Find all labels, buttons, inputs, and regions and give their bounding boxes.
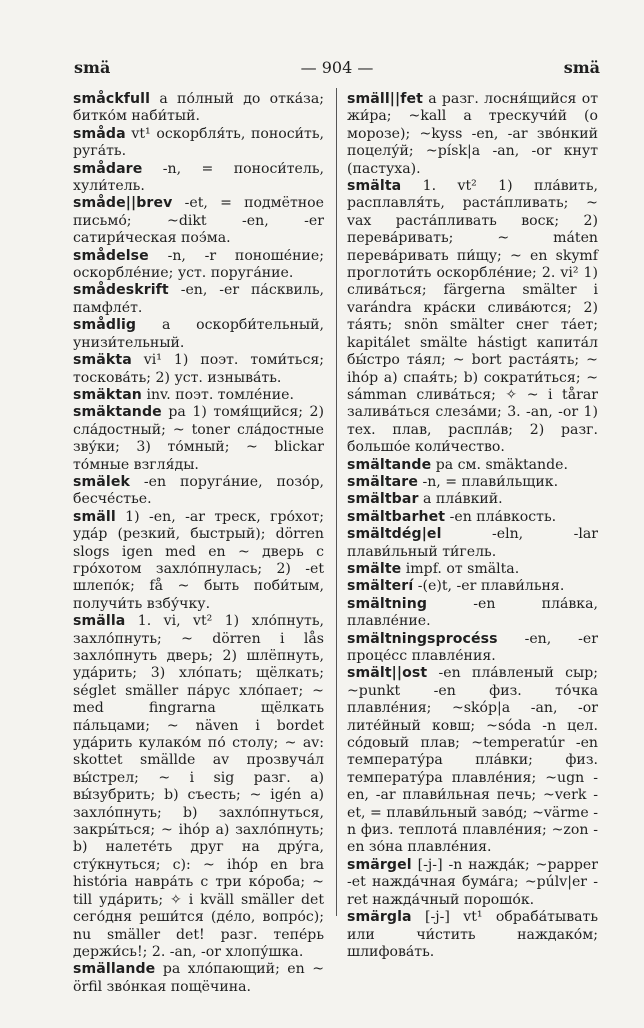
entry-body: -en пла́вкость. bbox=[449, 508, 557, 525]
entry-body: -n, = поноси́тель, хули́тель. bbox=[73, 160, 324, 195]
dictionary-entry bbox=[347, 526, 598, 561]
entry-body: -(e)t, -er плави́льня. bbox=[417, 578, 565, 595]
dictionary-entry bbox=[347, 596, 598, 631]
dictionary-entry bbox=[347, 909, 598, 961]
headword: smäkta bbox=[73, 352, 132, 369]
dictionary-entry bbox=[73, 404, 324, 474]
entry-body: a по́лный до отка́за; битко́м наби́тый. bbox=[73, 91, 324, 125]
dictionary-entry bbox=[73, 474, 324, 509]
entry-body: pa см. smäktande. bbox=[435, 456, 568, 473]
entry-body: 1) -en, -ar треск, гро́хот; уда́р (резкий, быстрый); dörren slogs igen med en ~ дверь с гро́хотом захло́пнулась; 2) -et шлепо́к; få ~ быть поби́тым, получи́ть взбу́чку. bbox=[73, 508, 324, 612]
headword: småde||brev bbox=[73, 195, 173, 212]
entry-body: -n, = плави́льщик. bbox=[422, 473, 559, 490]
entry-body: -en, -er па́сквиль, памфле́т. bbox=[73, 282, 324, 316]
headword: småckfull bbox=[73, 91, 151, 107]
entry-body: a оскорби́тельный, унизи́тельный. bbox=[73, 317, 324, 351]
dictionary-entry bbox=[73, 91, 324, 126]
headword: smältbar bbox=[347, 491, 419, 508]
page-number: — 904 — bbox=[300, 58, 374, 77]
headword: smälterí bbox=[347, 578, 414, 595]
entry-body: inv. поэт. томле́ние. bbox=[146, 386, 294, 403]
dictionary-entry bbox=[73, 317, 324, 352]
dictionary-entry bbox=[73, 248, 324, 283]
dictionary-entry bbox=[347, 474, 598, 491]
headword: smådare bbox=[73, 160, 143, 177]
dictionary-entry bbox=[347, 561, 598, 578]
headword: smälte bbox=[347, 560, 402, 577]
entry-body: -eln, -lar плави́льный ти́гель. bbox=[347, 526, 599, 560]
entry-body: vt¹ оскорбля́ть, поноси́ть, руга́ть. bbox=[73, 125, 324, 160]
dictionary-entry bbox=[73, 961, 324, 996]
right-column bbox=[347, 91, 598, 961]
dictionary-entry bbox=[73, 161, 324, 196]
dictionary-entry bbox=[347, 491, 598, 508]
headword: smällande bbox=[73, 961, 156, 978]
headword: smådlig bbox=[73, 317, 137, 334]
headword: smäktande bbox=[73, 404, 162, 421]
entry-body: a разг. лосня́щийся от жи́ра; ~kall a трескучи́й (о морозе); ~kyss -en, -ar зво́нкий поцелу́й; ~písk|a -an, -or кнут (пастуха). bbox=[347, 91, 598, 177]
entry-body: -en поруга́ние, позо́р, бесче́стье. bbox=[73, 473, 325, 508]
headword: smälek bbox=[73, 473, 130, 490]
entry-body: vi¹ 1) поэт. томи́ться; тоскова́ть; 2) уст. изныва́ть. bbox=[73, 352, 325, 386]
page-header bbox=[74, 58, 600, 80]
dictionary-entry bbox=[73, 352, 324, 387]
dictionary-entry bbox=[347, 857, 598, 909]
headword: smärgla bbox=[347, 909, 412, 926]
entry-body: -en, -er проце́сс плавле́ния. bbox=[347, 630, 598, 664]
entry-body: impf. от smälta. bbox=[405, 560, 520, 577]
headword: småda bbox=[73, 125, 126, 142]
entry-body: a пла́вкий. bbox=[423, 491, 503, 508]
dictionary-entry bbox=[73, 195, 324, 247]
dictionary-entry bbox=[73, 509, 324, 613]
headword: smälta bbox=[347, 178, 402, 195]
dictionary-entry bbox=[347, 178, 598, 457]
dictionary-entry bbox=[347, 631, 598, 666]
headword: smäktan bbox=[73, 386, 142, 403]
left-column bbox=[73, 91, 324, 996]
entry-body: -en пла́вленый сыр; ~punkt -en физ. то́чка плавле́ния; ~skóp|a -an, -or лите́йный ковш; ~sóda -n цел. со́довый плав; ~temperatúr -en температу́ра пла́вки; физ. температу́ра плавле́ния; ~ugn -en, -ar плави́льная печь; ~verk -et, = плави́льный заво́д; ~värme -n физ. теплота́ плавле́ния; ~zon -en зо́на плавле́ния. bbox=[347, 665, 598, 856]
headword: smälla bbox=[73, 613, 126, 630]
headword: smält||ost bbox=[347, 665, 428, 682]
headword: smältande bbox=[347, 456, 432, 473]
entry-body: pa хло́пающий; en ~ örfil зво́нкая пощёчина. bbox=[73, 961, 324, 995]
entry-body: -et, = подмётное письмо́; ~dikt -en, -er сатири́ческая поэ́ма. bbox=[73, 195, 324, 247]
entry-body: -en пла́вка, плавле́ние. bbox=[347, 595, 598, 630]
entry-body: 1. vt² 1) пла́вить, расплавля́ть, раста́пливать; ~ vax раста́пливать воск; 2) перева́ривать; ~ máten перева́ривать пи́щу; ~ en skymf проглоти́ть оскорбле́ние; 2. vi² 1) слива́ться; färgerna smälter i varándra кра́ски слива́ются; 2) та́ять; snön smälter снег та́ет; kapitálet smälte hástigt капита́л бы́стро та́ял; ~ bort раста́ять; ~ ihóp а) спая́ть; b) сократи́ться; ~ sámman слива́ться; ✧ ~ i tårar залива́ться слеза́ми; 3. -an, -or 1) тех. плав, распла́в; 2) разг. большо́е коли́чество. bbox=[347, 178, 599, 456]
dictionary-entry bbox=[347, 91, 598, 178]
headword: smältningsprocéss bbox=[347, 630, 498, 647]
headword: smådelse bbox=[73, 247, 149, 264]
headword: smältdég|el bbox=[347, 526, 442, 543]
dictionary-entry bbox=[347, 578, 598, 595]
entry-body: [-j-] -n нажда́к; ~papper -et нажда́чная бума́га; ~púlv|er -ret нажда́чный порошо́к. bbox=[347, 856, 598, 908]
headword: smäll||fet bbox=[347, 91, 423, 107]
entry-body: -n, -r поноше́ние; оскорбле́ние; уст. поруга́ние. bbox=[73, 247, 324, 282]
headword: smärgel bbox=[347, 856, 412, 873]
dictionary-entry bbox=[73, 282, 324, 317]
entry-body: 1. vi, vt² 1) хло́пнуть, захло́пнуть; ~ dörren i lås захло́пнуть дверь; 2) шлёпнуть, уда́рить; 3) хло́пать; щёлкать; séglet smäller па́рус хло́пает; ~ med fingrarna щёлкать па́льцами; ~ näven i bordet уда́рить кулако́м по́ столу; ~ av: skottet smällde av прозвуча́л вы́стрел; ~ i sig разг. а) вы́зубрить; b) съесть; ~ igén а) захло́пнуть; b) захло́пнуться, закры́ться; ~ ihóp а) захло́пнуть; b) налете́ть друг на дру́га, сту́кнуться; c): ~ ihóp en bra história навра́ть с три ко́роба; ~ till уда́рить; ✧ i kväll smäller det сего́дня реши́тся (де́ло, вопро́с); nu smäller det! разг. тепе́рь держи́сь!; 2. -an, -or хлопу́шка. bbox=[73, 613, 324, 960]
dictionary-entry bbox=[73, 387, 324, 404]
dictionary-entry bbox=[347, 509, 598, 526]
running-head-right: smä bbox=[563, 58, 600, 77]
headword: smältning bbox=[347, 595, 428, 612]
dictionary-entry bbox=[73, 613, 324, 961]
headword: smältbarhet bbox=[347, 508, 446, 525]
entry-body: [-j-] vt¹ обраба́тывать или чи́стить наждако́м; шлифова́ть. bbox=[347, 909, 599, 960]
running-head-left: smä bbox=[74, 58, 111, 77]
dictionary-entry bbox=[73, 126, 324, 161]
headword: smäll bbox=[73, 508, 116, 525]
dictionary-entry bbox=[347, 665, 598, 856]
entry-body: pa 1) томя́щийся; 2) сла́достный; ~ toner сла́достные зву́ки; 3) то́мный; ~ blickar то́мные взгля́ды. bbox=[73, 404, 324, 473]
dictionary-entry bbox=[347, 457, 598, 474]
column-divider bbox=[336, 88, 337, 916]
headword: smådeskrift bbox=[73, 282, 169, 299]
headword: smältare bbox=[347, 473, 418, 490]
